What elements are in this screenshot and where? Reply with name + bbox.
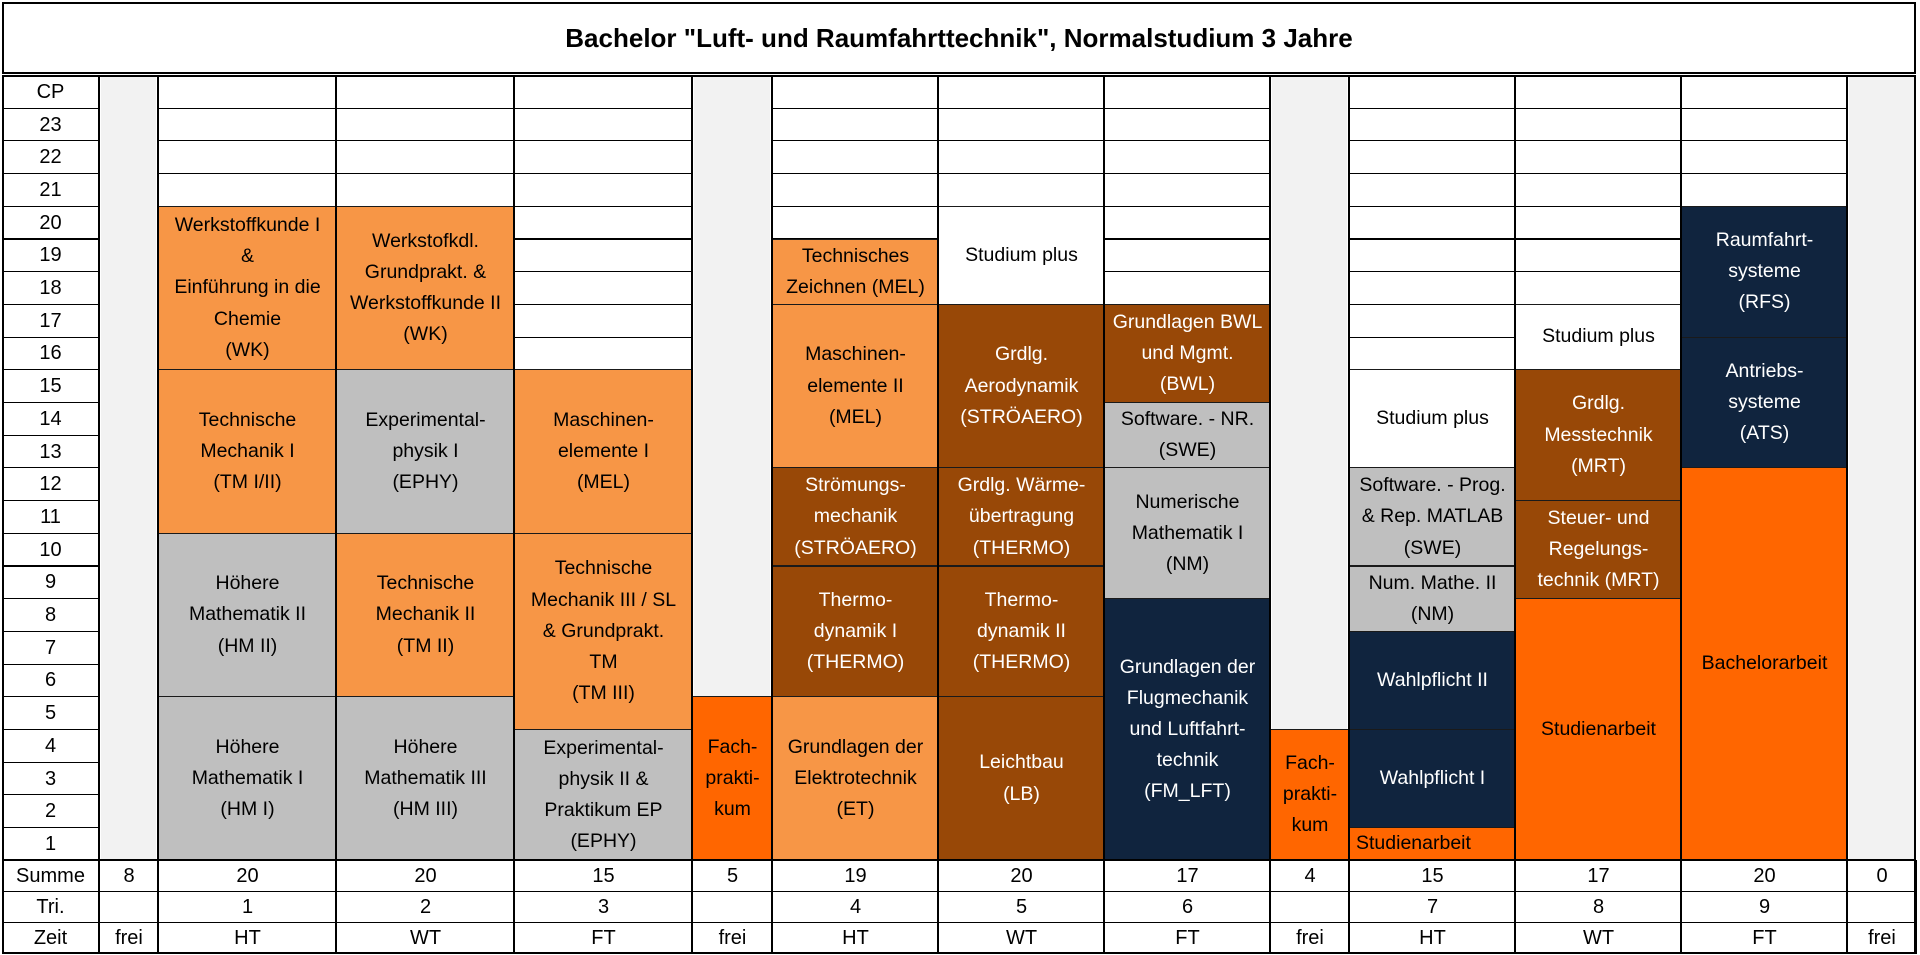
summe-cell: 8 bbox=[99, 860, 159, 892]
summe-cell: 5 bbox=[692, 860, 773, 892]
module-label: Bachelorarbeit bbox=[1701, 652, 1828, 675]
empty-slot bbox=[1349, 304, 1516, 338]
zeit-cell: WT bbox=[938, 922, 1105, 954]
module-block bbox=[692, 696, 773, 861]
empty-slot bbox=[772, 206, 939, 240]
module-label: Maschinen- elemente II (MEL) bbox=[805, 343, 906, 428]
module-label: Werkstoffkunde I & Einführung in die Chemie (WK) bbox=[174, 214, 321, 361]
summe-cell: 20 bbox=[1681, 860, 1848, 892]
module-label: Software. - Prog. & Rep. MATLAB (SWE) bbox=[1359, 474, 1506, 559]
summe-cell: 17 bbox=[1515, 860, 1682, 892]
module-label: Technische Mechanik I (TM I/II) bbox=[198, 408, 297, 494]
tri-cell bbox=[692, 891, 773, 923]
zeit-cell: HT bbox=[1349, 922, 1516, 954]
empty-slot bbox=[772, 140, 939, 174]
module-block bbox=[938, 467, 1105, 566]
module-label: Num. Mathe. II (NM) bbox=[1368, 571, 1497, 625]
empty-slot bbox=[1515, 206, 1682, 240]
row-label: 13 bbox=[2, 435, 99, 469]
module-label: Fach- prakti- kum bbox=[1282, 752, 1338, 837]
row-label: 8 bbox=[2, 598, 99, 632]
summe-cell: 17 bbox=[1104, 860, 1271, 892]
empty-slot bbox=[1681, 173, 1848, 207]
zeit-cell: HT bbox=[158, 922, 337, 954]
empty-slot bbox=[1681, 75, 1848, 109]
module-label: Technische Mechanik III / SL & Grundprakt. TM (TM III) bbox=[530, 557, 677, 705]
row-label: 11 bbox=[2, 500, 99, 534]
tri-cell: 7 bbox=[1349, 891, 1516, 923]
row-label: 1 bbox=[2, 827, 99, 861]
empty-slot bbox=[772, 75, 939, 109]
module-label: Studienarbeit bbox=[1541, 717, 1656, 740]
empty-slot bbox=[772, 108, 939, 142]
empty-slot bbox=[1349, 206, 1516, 240]
module-block bbox=[938, 566, 1105, 698]
divider bbox=[771, 75, 773, 953]
module-label: Studienarbeit bbox=[1356, 832, 1471, 855]
empty-slot bbox=[1349, 108, 1516, 142]
footer-label-tri: Tri. bbox=[2, 891, 99, 923]
summe-cell: 20 bbox=[158, 860, 337, 892]
empty-slot bbox=[1349, 337, 1516, 371]
module-label: Software. - NR. (SWE) bbox=[1120, 408, 1255, 462]
module-block bbox=[772, 566, 939, 698]
row-label: 4 bbox=[2, 729, 99, 763]
divider bbox=[691, 75, 693, 953]
module-block bbox=[772, 304, 939, 469]
module-label: Grdlg. Aerodynamik (STRÖAERO) bbox=[960, 343, 1083, 428]
module-block bbox=[514, 533, 693, 730]
module-block bbox=[1104, 598, 1271, 861]
empty-slot bbox=[158, 173, 337, 207]
empty-slot bbox=[158, 75, 337, 109]
empty-slot bbox=[1681, 108, 1848, 142]
row-label: 22 bbox=[2, 140, 99, 174]
empty-slot bbox=[938, 75, 1105, 109]
divider bbox=[1514, 75, 1516, 953]
module-block bbox=[336, 533, 515, 698]
empty-slot bbox=[938, 173, 1105, 207]
module-block bbox=[1104, 304, 1271, 403]
tri-cell: 1 bbox=[158, 891, 337, 923]
empty-slot bbox=[1104, 239, 1271, 273]
module-label: Höhere Mathematik I (HM I) bbox=[191, 735, 304, 821]
divider bbox=[937, 75, 939, 953]
tri-cell: 4 bbox=[772, 891, 939, 923]
empty-slot bbox=[1515, 271, 1682, 305]
module-block bbox=[772, 696, 939, 861]
module-block bbox=[1515, 304, 1682, 370]
module-label: Technisches Zeichnen (MEL) bbox=[786, 244, 925, 298]
module-label: Experimental- physik II & Praktikum EP (EPHY) bbox=[543, 736, 664, 853]
module-label: Raumfahrt- systeme (RFS) bbox=[1715, 228, 1814, 314]
row-label: 7 bbox=[2, 631, 99, 665]
module-block bbox=[1681, 467, 1848, 860]
divider bbox=[335, 75, 337, 953]
empty-slot bbox=[514, 271, 693, 305]
row-label: 3 bbox=[2, 762, 99, 796]
tri-cell: 9 bbox=[1681, 891, 1848, 923]
row-label: 23 bbox=[2, 108, 99, 142]
row-label: 10 bbox=[2, 533, 99, 567]
module-block bbox=[1349, 369, 1516, 468]
empty-slot bbox=[772, 173, 939, 207]
row-label: 9 bbox=[2, 566, 99, 600]
module-block bbox=[1104, 467, 1271, 599]
module-label: Leichtbau (LB) bbox=[979, 751, 1064, 805]
module-block bbox=[336, 206, 515, 371]
module-label: Studium plus bbox=[1542, 325, 1655, 348]
summe-cell: 19 bbox=[772, 860, 939, 892]
module-block bbox=[1515, 369, 1682, 501]
zeit-cell: HT bbox=[772, 922, 939, 954]
tri-cell bbox=[99, 891, 159, 923]
row-label: 5 bbox=[2, 696, 99, 730]
empty-slot bbox=[158, 108, 337, 142]
empty-slot bbox=[514, 108, 693, 142]
module-label: Thermo- dynamik I (THERMO) bbox=[806, 588, 905, 673]
module-block bbox=[336, 369, 515, 534]
module-block bbox=[1515, 500, 1682, 599]
tri-cell: 3 bbox=[514, 891, 693, 923]
divider bbox=[98, 75, 100, 953]
module-block bbox=[514, 729, 693, 861]
zeit-cell: frei bbox=[692, 922, 773, 954]
empty-slot bbox=[336, 140, 515, 174]
footer-label-zeit: Zeit bbox=[2, 922, 99, 954]
page-title: Bachelor "Luft- und Raumfahrttechnik", Normalstudium 3 Jahre bbox=[2, 2, 1916, 74]
footer-label-summe: Summe bbox=[2, 860, 99, 892]
module-block bbox=[1681, 206, 1848, 338]
module-label: Fach- prakti- kum bbox=[705, 735, 760, 821]
divider bbox=[1680, 75, 1682, 953]
module-block bbox=[158, 369, 337, 534]
module-label: Grundlagen BWL und Mgmt. (BWL) bbox=[1112, 310, 1263, 396]
divider bbox=[2, 859, 1916, 861]
module-block bbox=[1349, 827, 1516, 861]
module-block bbox=[1681, 337, 1848, 469]
module-label: Höhere Mathematik III (HM III) bbox=[364, 735, 487, 821]
module-label: Steuer- und Regelungs- technik (MRT) bbox=[1537, 506, 1660, 592]
divider bbox=[1846, 75, 1848, 953]
module-block bbox=[514, 369, 693, 534]
divider bbox=[1103, 75, 1105, 953]
empty-slot bbox=[1104, 271, 1271, 305]
module-label: Strömungs- mechanik (STRÖAERO) bbox=[794, 474, 917, 559]
row-label: 21 bbox=[2, 173, 99, 207]
row-label: CP bbox=[2, 75, 99, 109]
tri-cell: 2 bbox=[336, 891, 515, 923]
module-block bbox=[336, 696, 515, 861]
empty-slot bbox=[1515, 173, 1682, 207]
empty-slot bbox=[1515, 108, 1682, 142]
zeit-cell: frei bbox=[1847, 922, 1917, 954]
empty-slot bbox=[1349, 75, 1516, 109]
summe-cell: 0 bbox=[1847, 860, 1917, 892]
divider bbox=[1269, 75, 1271, 953]
zeit-cell: FT bbox=[514, 922, 693, 954]
empty-slot bbox=[514, 337, 693, 371]
module-label: Grdlg. Messtechnik (MRT) bbox=[1544, 392, 1653, 477]
module-block bbox=[158, 533, 337, 698]
empty-slot bbox=[336, 108, 515, 142]
empty-slot bbox=[938, 108, 1105, 142]
module-label: Grundlagen der Elektrotechnik (ET) bbox=[787, 735, 924, 821]
module-label: Antriebs- systeme (ATS) bbox=[1725, 359, 1804, 445]
empty-slot bbox=[514, 239, 693, 273]
empty-slot bbox=[514, 304, 693, 338]
module-label: Studium plus bbox=[1376, 407, 1489, 430]
free-column bbox=[1849, 75, 1914, 860]
row-label: 19 bbox=[2, 239, 99, 273]
empty-slot bbox=[1515, 75, 1682, 109]
row-label: 14 bbox=[2, 402, 99, 436]
module-label: Experimental- physik I (EPHY) bbox=[365, 408, 486, 494]
summe-cell: 15 bbox=[1349, 860, 1516, 892]
module-block bbox=[938, 304, 1105, 469]
module-label: Thermo- dynamik II (THERMO) bbox=[972, 588, 1071, 673]
module-block bbox=[1270, 729, 1350, 861]
tri-cell bbox=[1847, 891, 1917, 923]
empty-slot bbox=[1104, 108, 1271, 142]
divider bbox=[513, 75, 515, 953]
tri-cell: 6 bbox=[1104, 891, 1271, 923]
module-label: Höhere Mathematik II (HM II) bbox=[188, 572, 307, 657]
empty-slot bbox=[1104, 173, 1271, 207]
module-block bbox=[772, 467, 939, 566]
empty-slot bbox=[1349, 239, 1516, 273]
module-label: Wahlpflicht I bbox=[1379, 766, 1486, 789]
empty-slot bbox=[1104, 75, 1271, 109]
divider bbox=[1348, 75, 1350, 953]
empty-slot bbox=[938, 140, 1105, 174]
summe-cell: 20 bbox=[938, 860, 1105, 892]
divider bbox=[157, 75, 159, 953]
row-label: 6 bbox=[2, 664, 99, 698]
module-label: Studium plus bbox=[965, 243, 1078, 266]
module-block bbox=[1104, 402, 1271, 468]
empty-slot bbox=[1681, 140, 1848, 174]
empty-slot bbox=[336, 173, 515, 207]
empty-slot bbox=[514, 173, 693, 207]
row-label: 12 bbox=[2, 467, 99, 501]
module-label: Werkstofkdl. Grundprakt. & Werkstoffkunde II (WK) bbox=[349, 229, 502, 346]
row-label: 15 bbox=[2, 369, 99, 403]
empty-slot bbox=[1515, 140, 1682, 174]
module-block bbox=[158, 696, 337, 861]
module-block bbox=[1349, 467, 1516, 566]
zeit-cell: frei bbox=[99, 922, 159, 954]
module-block bbox=[938, 696, 1105, 861]
free-column bbox=[101, 75, 156, 860]
module-label: Wahlpflicht II bbox=[1377, 668, 1488, 691]
row-label: 2 bbox=[2, 794, 99, 828]
tri-cell bbox=[1270, 891, 1350, 923]
row-label: 20 bbox=[2, 206, 99, 240]
summe-cell: 4 bbox=[1270, 860, 1350, 892]
summe-cell: 20 bbox=[336, 860, 515, 892]
module-block bbox=[1349, 729, 1516, 828]
empty-slot bbox=[1349, 271, 1516, 305]
empty-slot bbox=[1349, 140, 1516, 174]
tri-cell: 5 bbox=[938, 891, 1105, 923]
module-label: Maschinen- elemente I (MEL) bbox=[553, 408, 654, 494]
empty-slot bbox=[1104, 206, 1271, 240]
zeit-cell: frei bbox=[1270, 922, 1350, 954]
empty-slot bbox=[1515, 239, 1682, 273]
empty-slot bbox=[514, 140, 693, 174]
module-label: Grundlagen der Flugmechanik und Luftfahrt- technik (FM_LFT) bbox=[1119, 655, 1256, 803]
empty-slot bbox=[336, 75, 515, 109]
module-block bbox=[938, 206, 1105, 305]
module-block bbox=[1349, 631, 1516, 730]
module-block bbox=[1349, 566, 1516, 632]
empty-slot bbox=[514, 206, 693, 240]
module-block bbox=[1515, 598, 1682, 861]
zeit-cell: WT bbox=[1515, 922, 1682, 954]
summe-cell: 15 bbox=[514, 860, 693, 892]
empty-slot bbox=[1349, 173, 1516, 207]
module-block bbox=[772, 239, 939, 305]
empty-slot bbox=[514, 75, 693, 109]
zeit-cell: FT bbox=[1104, 922, 1271, 954]
zeit-cell: WT bbox=[336, 922, 515, 954]
module-label: Technische Mechanik II (TM II) bbox=[375, 572, 476, 657]
empty-slot bbox=[1104, 140, 1271, 174]
zeit-cell: FT bbox=[1681, 922, 1848, 954]
module-label: Numerische Mathematik I (NM) bbox=[1131, 490, 1244, 575]
module-block bbox=[158, 206, 337, 371]
empty-slot bbox=[158, 140, 337, 174]
row-label: 18 bbox=[2, 271, 99, 305]
row-label: 16 bbox=[2, 337, 99, 371]
row-label: 17 bbox=[2, 304, 99, 338]
module-label: Grdlg. Wärme- übertragung (THERMO) bbox=[957, 474, 1086, 559]
tri-cell: 8 bbox=[1515, 891, 1682, 923]
